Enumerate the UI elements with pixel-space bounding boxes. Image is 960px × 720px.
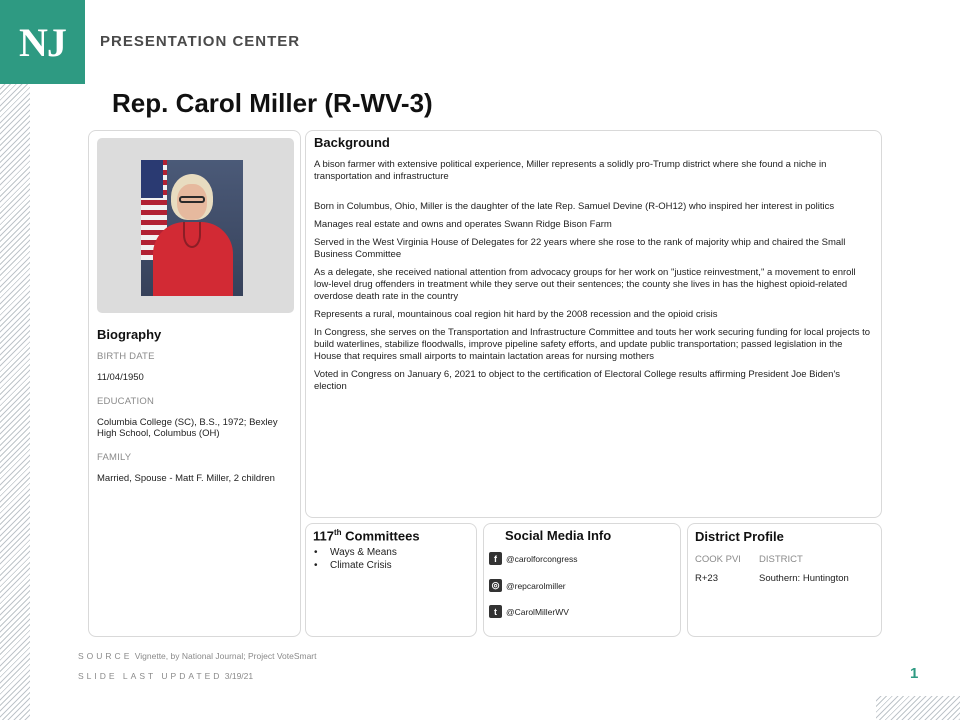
portrait-glasses xyxy=(179,196,205,203)
facebook-handle: @carolforcongress xyxy=(506,553,578,564)
background-paragraph: A bison farmer with extensive political experience, Miller represents a solidly pro-Trump district where she found a niche in transportation and infrastructure xyxy=(314,159,827,182)
biography-heading: Biography xyxy=(97,327,162,342)
page-number: 1 xyxy=(910,665,919,682)
district-value: Southern: Huntington xyxy=(759,573,849,584)
footer-updated xyxy=(78,671,253,681)
birth-date-value: 11/04/1950 xyxy=(97,372,144,383)
committees-heading xyxy=(313,528,420,543)
updated-label: SLIDE LAST UPDATED xyxy=(78,671,223,681)
background-heading: Background xyxy=(314,135,390,150)
district-profile-panel xyxy=(687,523,882,637)
twitter-icon: t xyxy=(489,605,502,618)
district-profile-grid xyxy=(695,554,869,584)
instagram-link[interactable] xyxy=(489,579,566,592)
background-paragraph: Born in Columbus, Ohio, Miller is the daughter of the late Rep. Samuel Devine (R-OH12) who inspired her interest in politics xyxy=(314,201,835,212)
background-paragraph: As a delegate, she received national attention from advocacy groups for her work on "justice reinvestment," a movement to enroll low-level drug offenders in treatment while they serve out their sentences; the county she lives in has the highest opioid-related overdose death rate in the country xyxy=(314,267,856,302)
committees-heading-text: Committees xyxy=(345,528,420,544)
list-item: • Climate Crisis xyxy=(314,560,392,571)
list-item: • Ways & Means xyxy=(314,547,397,558)
background-paragraph: Voted in Congress on January 6, 2021 to object to the certification of Electoral College results affirming President Joe Biden's election xyxy=(314,369,841,392)
twitter-link[interactable] xyxy=(489,605,569,618)
twitter-handle: @CarolMillerWV xyxy=(506,606,569,617)
portrait-necklace xyxy=(183,222,201,248)
updated-date: 3/19/21 xyxy=(224,671,254,681)
footer-source xyxy=(78,651,317,661)
nj-logo: NJ xyxy=(0,0,85,84)
committees-list xyxy=(314,546,397,572)
biography-list xyxy=(97,351,293,496)
committees-heading-suffix: th xyxy=(333,528,342,537)
committees-heading-number: 117 xyxy=(313,528,334,544)
facebook-link[interactable] xyxy=(489,552,577,565)
background-paragraph: In Congress, she serves on the Transportation and Infrastructure Committee and touts her work securing funding for local projects to build waterlines, stabilize floodwalls, improve pipeline safety efforts, and update public transportation; passed legislation in the House that requires small airports to maintain lactation areas for nursing mothers xyxy=(314,327,871,362)
background-paragraph: Represents a rural, mountainous coal region hit hard by the 2008 recession and the opioid crisis xyxy=(314,309,718,320)
facebook-icon: f xyxy=(489,552,502,565)
committees-panel xyxy=(305,523,477,637)
social-media-panel xyxy=(483,523,681,637)
header-title: PRESENTATION CENTER xyxy=(100,33,301,50)
background-paragraph: Served in the West Virginia House of Delegates for 22 years where she rose to the rank of majority whip and chaired the Small Business Committee xyxy=(314,237,846,260)
social-media-heading: Social Media Info xyxy=(505,528,612,543)
instagram-handle: @repcarolmiller xyxy=(506,580,566,591)
cook-pvi-value: R+23 xyxy=(695,573,718,584)
decorative-hatch-bottom xyxy=(876,696,960,720)
flag-canton xyxy=(141,160,163,198)
background-panel xyxy=(305,130,882,518)
biography-panel xyxy=(88,130,301,637)
source-label: SOURCE xyxy=(78,651,133,661)
district-profile-heading: District Profile xyxy=(695,529,784,544)
education-label: EDUCATION xyxy=(97,395,155,407)
background-paragraph: Manages real estate and owns and operates Swann Ridge Bison Farm xyxy=(314,219,612,230)
cook-pvi-label: COOK PVI xyxy=(695,554,741,565)
education-value: Columbia College (SC), B.S., 1972; Bexley High School, Columbus (OH) xyxy=(97,416,278,439)
instagram-icon: ◎ xyxy=(489,579,502,592)
birth-date-label: BIRTH DATE xyxy=(97,351,155,362)
district-label: DISTRICT xyxy=(759,554,803,565)
source-text: Vignette, by National Journal; Project VoteSmart xyxy=(134,651,317,661)
family-label: FAMILY xyxy=(97,451,132,463)
portrait-frame xyxy=(97,138,294,313)
decorative-hatch-left xyxy=(0,84,30,720)
background-paragraphs xyxy=(314,159,872,399)
portrait-photo xyxy=(141,160,243,296)
page-title: Rep. Carol Miller (R-WV-3) xyxy=(112,88,433,118)
family-value: Married, Spouse - Matt F. Miller, 2 children xyxy=(97,472,275,484)
